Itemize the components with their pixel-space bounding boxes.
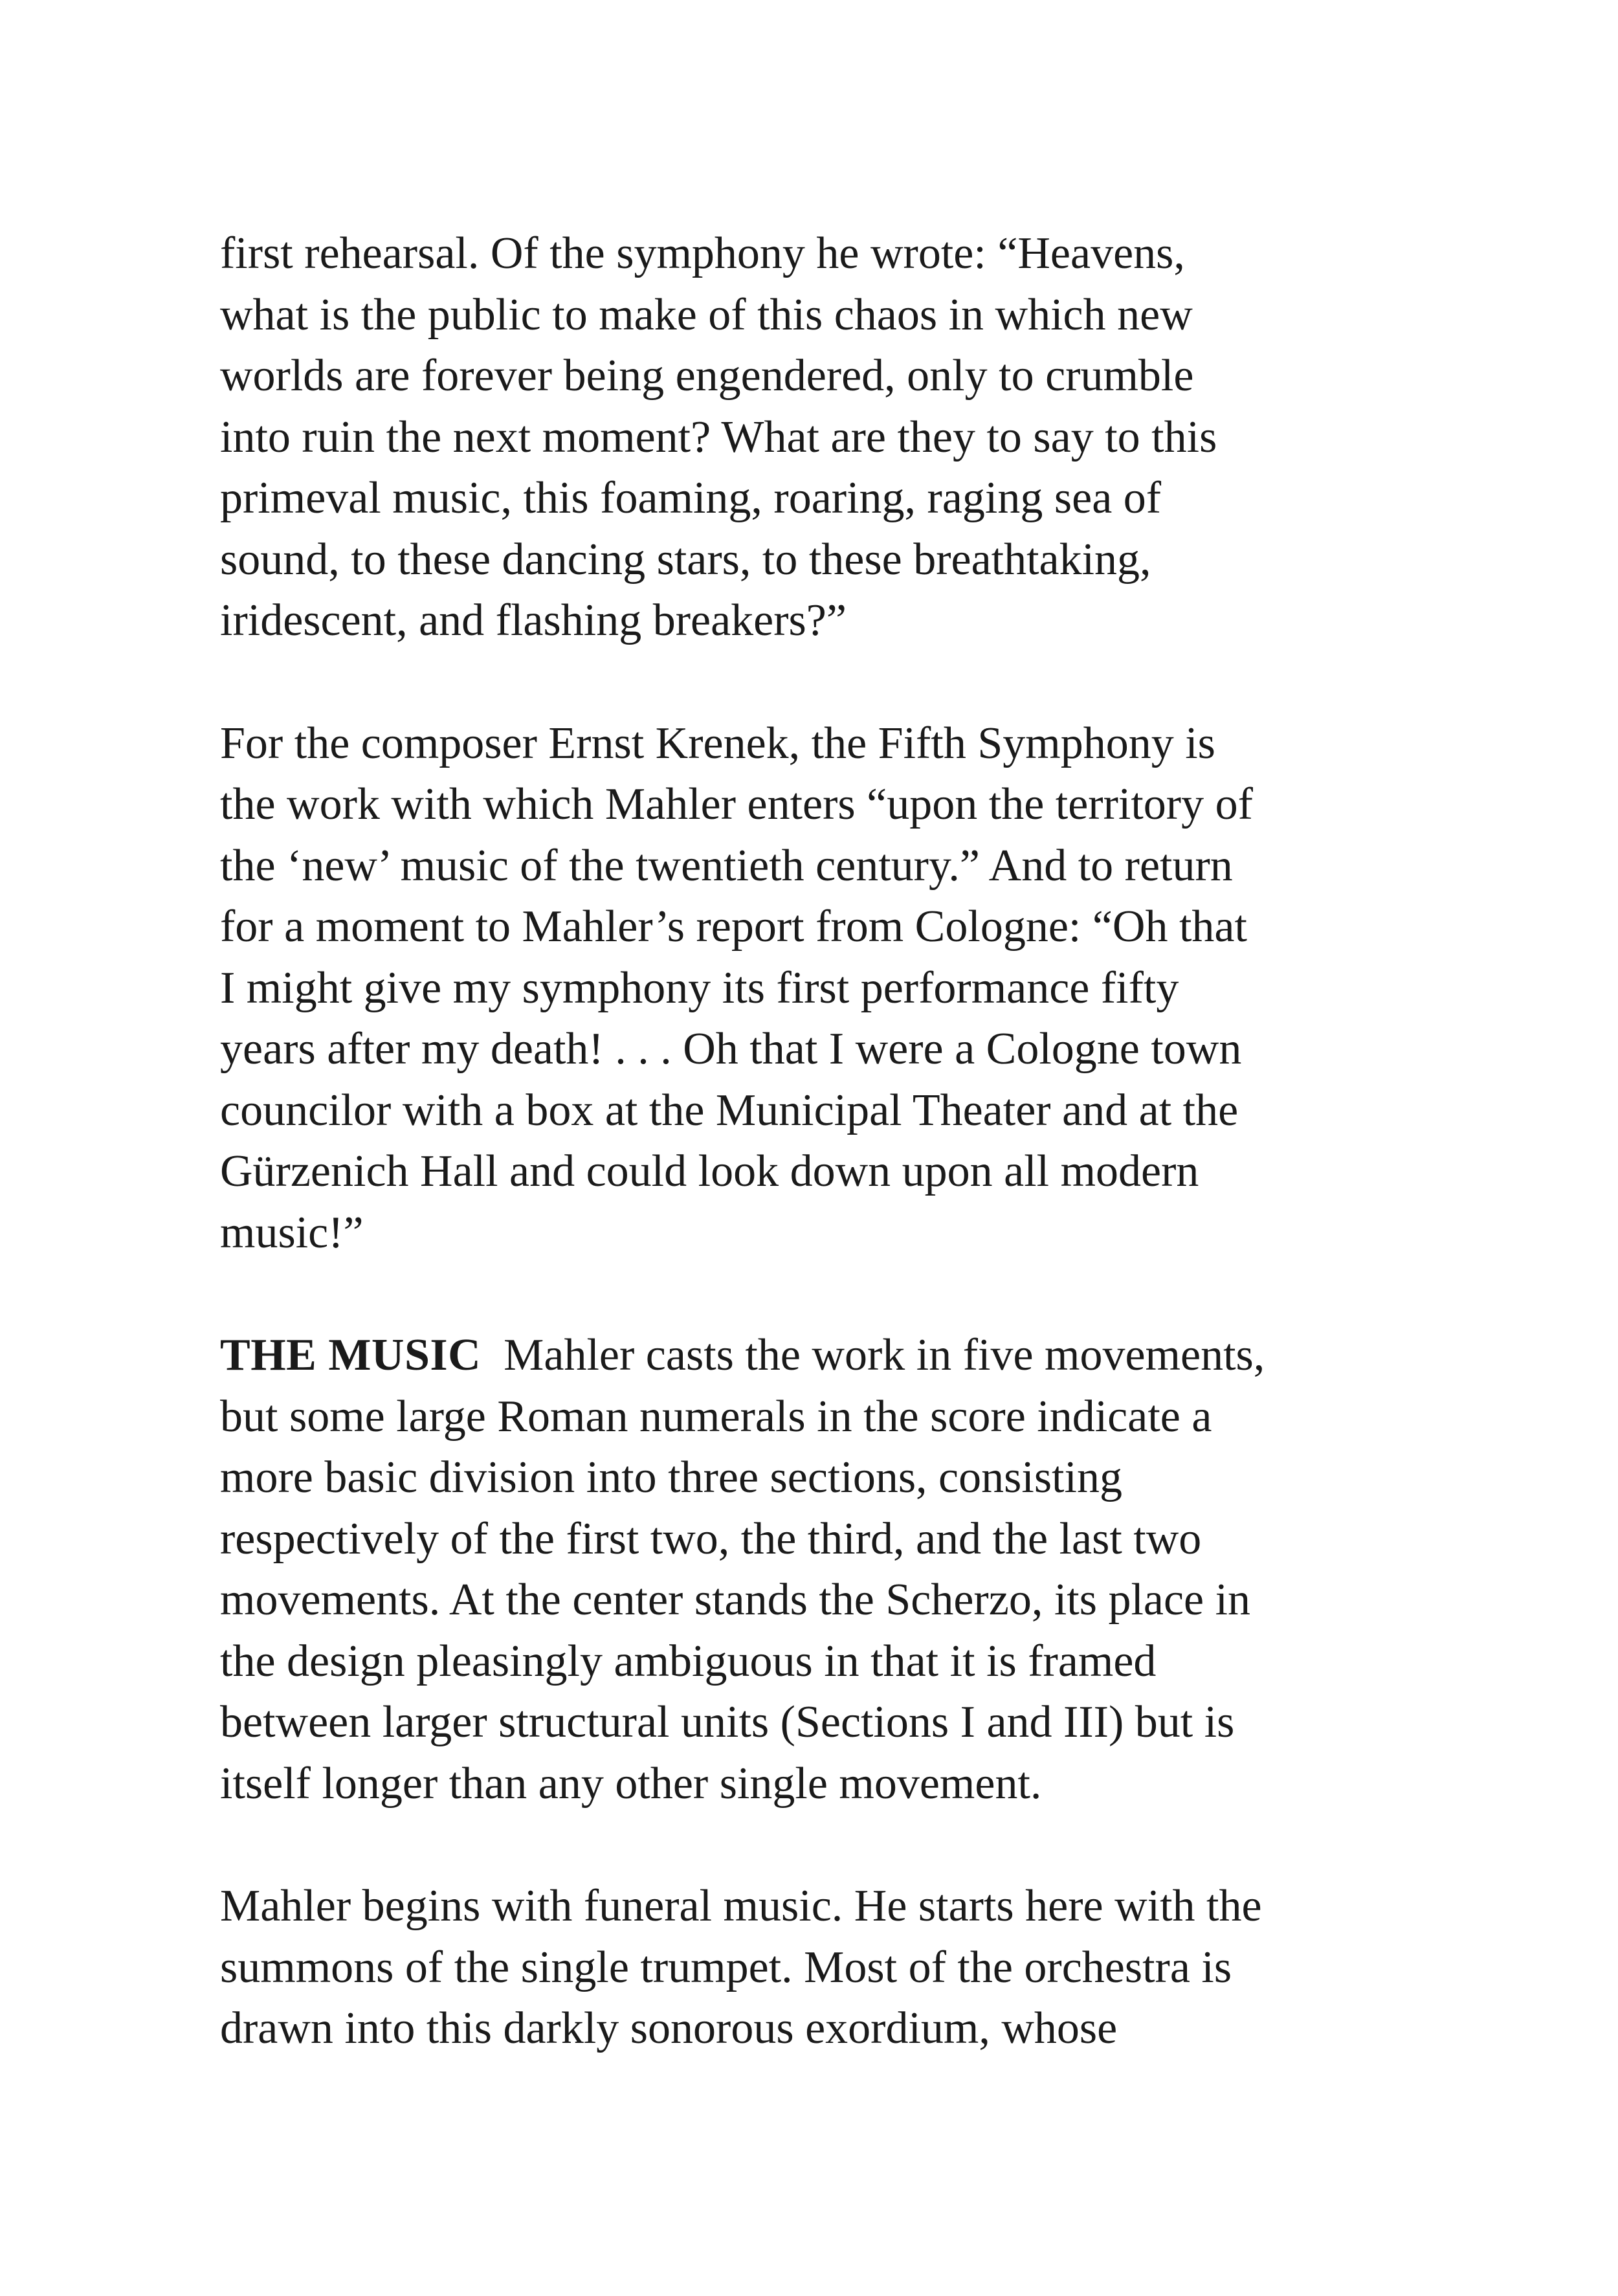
text-line: drawn into this darkly sonorous exordium, whose [220,2003,1118,2053]
text-line: I might give my symphony its first performance fifty [220,963,1179,1013]
text-line: councilor with a box at the Municipal Theater and at the [220,1085,1239,1135]
section-heading: THE MUSIC [220,1330,482,1380]
text-line: itself longer than any other single movement. [220,1758,1042,1809]
heading-line-text: Mahler casts the work in five movements, [504,1330,1265,1380]
text-line: into ruin the next moment? What are they to say to this [220,412,1217,462]
text-line: iridescent, and flashing breakers?” [220,596,847,645]
text-line: the work with which Mahler enters “upon the territory of [220,779,1253,829]
text-line: movements. At the center stands the Scherzo, its place in [220,1575,1251,1625]
text-line: between larger structural units (Sections I and III) but is [220,1697,1235,1747]
text-line: first rehearsal. Of the symphony he wrote: “Heavens, [220,228,1185,278]
text-line-with-heading [220,1325,1450,1387]
text-line: For the composer Ernst Krenek, the Fifth Symphony is [220,718,1215,768]
paragraph-2 [220,713,1450,1264]
text-line: music!” [220,1207,364,1258]
text-line: the design pleasingly ambiguous in that it is framed [220,1636,1157,1686]
body-text [220,223,1450,2121]
text-line: more basic division into three sections, consisting [220,1453,1122,1502]
text-line: but some large Roman numerals in the score indicate a [220,1391,1212,1442]
text-line: worlds are forever being engendered, only to crumble [220,351,1194,401]
text-line: for a moment to Mahler’s report from Cologne: “Oh that [220,902,1247,952]
paragraph-3 [220,1325,1450,1814]
text-line: years after my death! . . . Oh that I were a Cologne town [220,1024,1242,1074]
text-line: what is the public to make of this chaos in which new [220,289,1193,340]
text-line: respectively of the first two, the third, and the last two [220,1513,1202,1564]
text-line: the ‘new’ music of the twentieth century.” And to return [220,840,1233,891]
text-line: sound, to these dancing stars, to these breathtaking, [220,534,1151,585]
text-line: Gürzenich Hall and could look down upon all modern [220,1146,1199,1196]
text-line: summons of the single trumpet. Most of the orchestra is [220,1942,1232,1992]
paragraph-4 [220,1876,1450,2060]
text-line: primeval music, this foaming, roaring, raging sea of [220,473,1162,523]
text-line: Mahler begins with funeral music. He starts here with the [220,1881,1262,1931]
paragraph-1 [220,223,1450,652]
